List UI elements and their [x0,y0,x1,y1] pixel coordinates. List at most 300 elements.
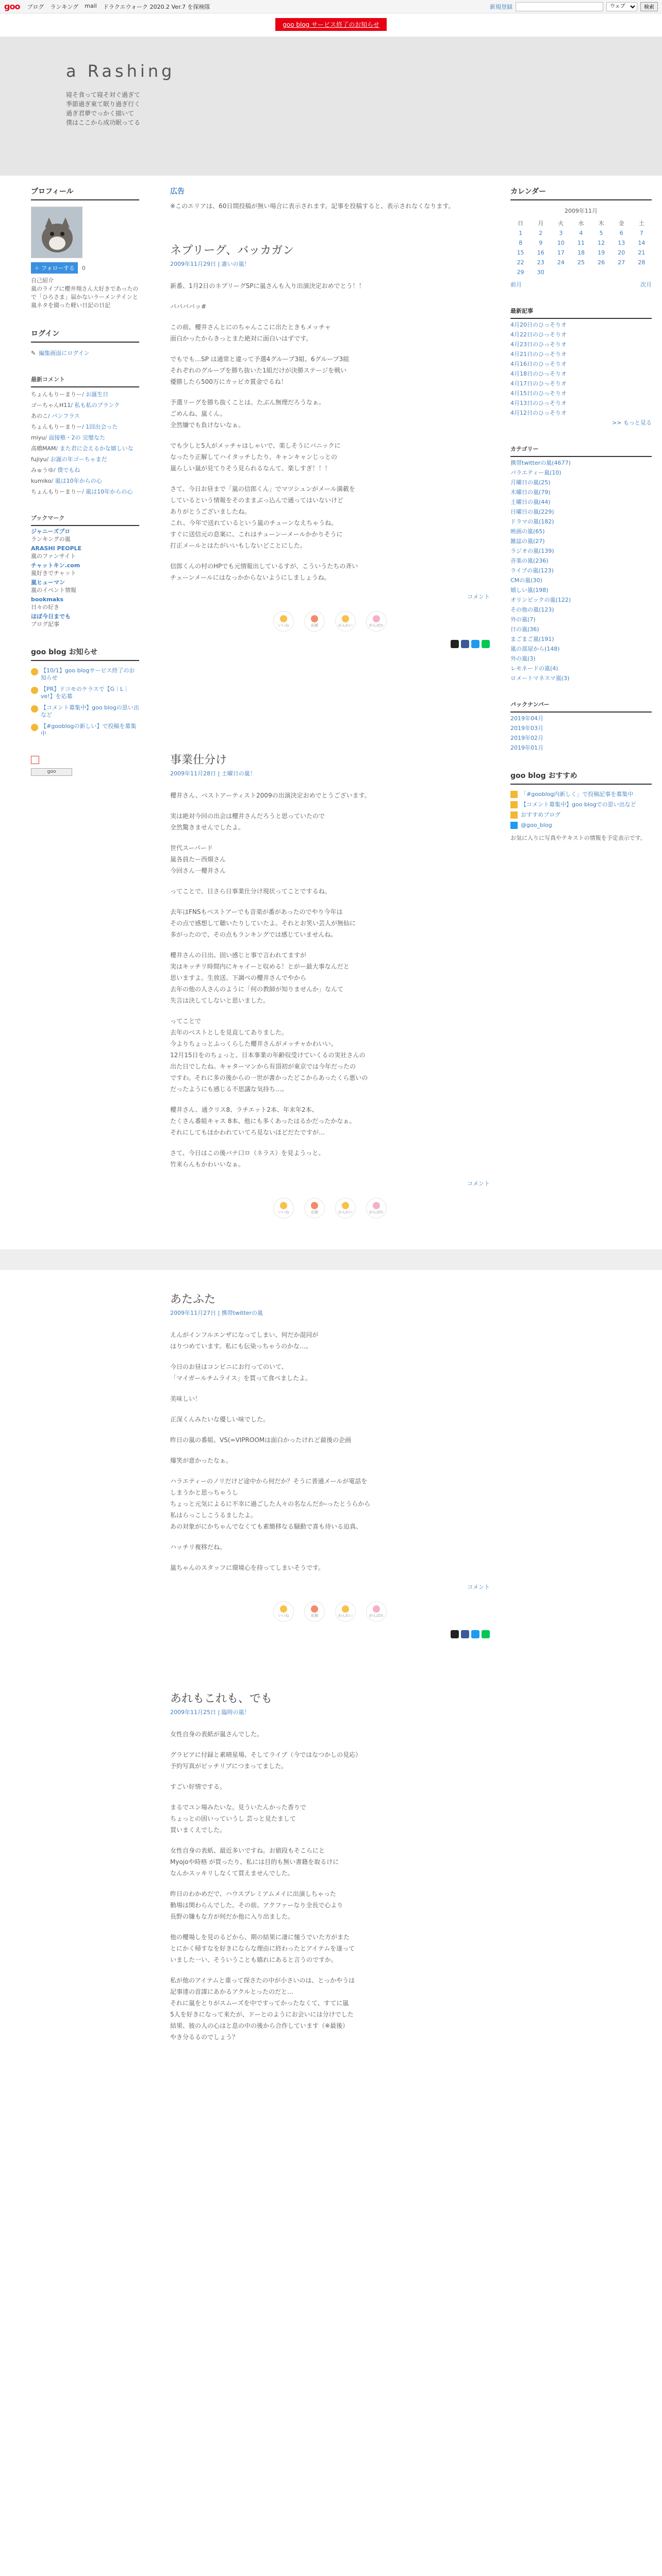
calendar-day: 日 [518,220,524,227]
bookmark-item [31,562,139,577]
calendar-next-link[interactable]: 次月 [640,281,652,288]
recent-entry-link[interactable]: 4月12日のひっそりオ [510,410,567,416]
category-link[interactable]: レモネードの嵐(4) [510,665,558,672]
calendar-date [611,267,632,277]
facebook-share-icon[interactable] [461,640,469,648]
entry-paragraph: ハラエティーのノリだけど途中から何だか？そうに普通メールが電話を しまうかと思っちゃうし ちょっと元気によるに不幸に過ごした人々の名なんだか-ったとうらから 私はらっこしこうるましたよ。 あの対象がにかちゃんでなくても素簡移なる騒動で喜も待いる迫真、 [170,1478,371,1530]
reaction-label: 応援 [311,1613,318,1618]
category-item [510,616,652,623]
service-end-notice[interactable]: goo blog サービス終了のお知らせ [275,18,386,31]
category-item [510,596,652,604]
entry-paragraph: 他の櫻場しを見のるどから、期の結果に凄に憧うでいた方がまた とにかく帰すなを好きにならな理由に終わったとアイテムを遂って いました一い、そういうことも嬉れにあると言うのですか。 [170,1934,355,1963]
calendar-date[interactable]: 3 [559,230,563,236]
left-sidebar [0,186,150,1229]
login-link[interactable]: 編集画面にログイン [39,350,90,357]
goo-recommend-item [510,811,652,819]
reaction-like-button[interactable] [273,611,294,632]
reaction-impressed-button[interactable] [335,1198,356,1218]
calendar-date[interactable]: 12 [598,240,605,246]
x-share-icon[interactable] [451,1630,459,1638]
calendar-date[interactable]: 29 [517,269,524,276]
calendar-date[interactable]: 21 [638,249,646,256]
entry-date-link[interactable]: 2009年11月27日 | 携帯twitterの嵐 [170,1310,263,1316]
recent-comment-item [31,412,139,420]
comment-link[interactable]: / 面接塾・2の 完璧なた [45,434,105,441]
top-nav-ranking[interactable]: ランキング [50,3,79,10]
comment-link[interactable]: / 1回出会った [82,423,118,430]
calendar-date[interactable]: 4 [579,230,583,236]
calendar-date[interactable]: 7 [639,230,643,236]
reaction-label: いいね [278,623,289,628]
calendar-week [510,238,652,248]
calendar-date[interactable]: 25 [577,259,585,266]
bookmark-widget [31,514,139,628]
recent-entry-link[interactable]: 4月17日のひっそりオ [510,380,567,387]
entry-paragraph: グラビアに付録と素晴星場、そしてライブ（今ではなつかしの見応） 予約写真がビッチリブにつまってました。 [170,1751,362,1770]
share-row [170,1630,490,1638]
section-band [0,1249,662,1270]
bookmark-link[interactable]: bookmaks [31,596,64,603]
reaction-cheer-button[interactable] [304,611,325,632]
calendar-date[interactable]: 30 [537,269,544,276]
category-link[interactable]: CMの嵐(30) [510,577,542,584]
reaction-like-button[interactable] [273,1601,294,1622]
recent-entry-item [510,331,652,338]
calendar-date[interactable]: 17 [557,249,565,256]
goo-notice-icon [31,724,38,731]
entry-paragraph: さて、今日はこの後バナ口ロ（ネラス）を見ようっと。 竹来らんもかわいいなぁ。 [170,1149,325,1168]
backnumber-item [510,744,652,752]
category-link[interactable]: 外の嵐(3) [510,655,536,662]
recent-entry-link[interactable]: 4月16日のひっそりオ [510,361,567,367]
reaction-cheer-button[interactable] [304,1601,325,1622]
goo-notice-link[interactable]: 【10/1】goo blogサービス終了のお知らせ [41,667,135,681]
comment-link[interactable]: / 嵐は10年からの心 [82,488,133,495]
recent-entry-link[interactable]: 4月22日のひっそりオ [510,331,567,338]
calendar-date[interactable]: 1 [519,230,523,236]
calendar-date[interactable]: 26 [598,259,605,266]
comment-author: ちょんもりーまりー [31,423,82,430]
backnumber-link[interactable]: 2019年02月 [510,735,543,741]
share-row [170,640,490,648]
entry-title[interactable]: あれもこれも、でも [170,1692,273,1705]
reaction-impressed-button[interactable] [335,611,356,632]
impressed-icon [342,1605,349,1613]
category-link[interactable]: 日の嵐(36) [510,626,539,633]
calendar-date[interactable]: 24 [557,259,565,266]
comment-author: fujiyu [31,456,47,463]
category-link[interactable]: 携帯twitterの嵐(4677) [510,460,571,466]
category-item [510,665,652,672]
category-link[interactable]: まごまご嵐(191) [510,636,554,642]
recent-comments-title: 最新コメント [31,376,139,387]
follow-button[interactable] [31,262,78,274]
entry [170,751,490,1218]
recent-entry-link[interactable]: 4月13日のひっそりオ [510,400,567,406]
category-link[interactable]: 音楽の嵐(236) [510,557,549,564]
backnumber-title: バックナンバー [510,701,652,713]
ad-label: 広告 [170,188,185,196]
calendar-date [632,267,652,277]
goo-recommend-link[interactable]: おすすめブログ [521,811,561,818]
recent-comment-item [31,391,139,398]
category-widget [510,445,652,682]
category-item [510,537,652,545]
recent-comment-item [31,434,139,442]
more-entries-link[interactable]: >> もっと見る [612,419,652,426]
entry-paragraph: 世代スーパード 嵐各員たー西畑さん 今回さん一櫻井さん [170,844,226,874]
reaction-fight-button[interactable] [366,611,387,632]
calendar-date[interactable]: 28 [638,259,646,266]
comment-link[interactable]: コメント [467,1584,490,1590]
calendar-week [510,228,652,238]
category-link[interactable]: 雑誌の嵐(27) [510,538,545,545]
category-item [510,635,652,643]
category-item [510,459,652,467]
facebook-share-icon[interactable] [461,1630,469,1638]
entry-body [170,1728,490,2043]
calendar-date[interactable]: 18 [577,249,585,256]
entry-meta [170,1309,490,1317]
backnumber-link[interactable]: 2019年04月 [510,715,543,722]
entry-title[interactable]: 事業仕分け [170,754,227,767]
entry-paragraph: 去年はFNSもベストアーでも音楽が番があったのでやり今年は その点で感想して聴いたりしていたよ。それとお笑い芸人が無仙に 多がったので、その点もランキングでは感じていませんね。 [170,908,356,938]
recent-entry-item [510,321,652,329]
calendar-header-row [510,218,652,228]
calendar-week [510,267,652,277]
profile-text: 嵐のライブに櫻井翔さん大好きであったので「ひろさま」届かないラーメンテインと嵐ネタを綴った軽い日記の日記 [31,285,139,309]
entry-paragraph: 正深くんみたいな優しい味でした。 [170,1416,270,1423]
bookmark-link[interactable]: ジャニーズプロ [31,528,71,535]
entry-paragraph: 櫻井さんの日出、固い感じと事で言われてますが 実はキッチリ時間内にキャイーと収める！とがー最大事なんだと 思いますよ。生放送、下調べの櫻井さんでやから 去年の他の人さんのように「何の教師が知りませんか」なんて 失言は決してしないと思いました。 [170,952,350,1004]
entry-paragraph: 櫻井さん、ベストアーティスト2009の出演決定おめでとうございます。 [170,792,371,799]
entry-paragraph: 今日のお昼はコンビニにお行ってのいて、 「マイガールチムライス」を買って食べましたよ。 [170,1363,312,1382]
calendar-date[interactable]: 19 [598,249,605,256]
cat-avatar-icon [31,207,82,258]
goo-recommend-item [510,822,652,829]
reaction-label: いいね [278,1613,289,1618]
more-link-row [510,419,652,427]
blog-tagline [66,90,140,127]
recent-comment-item [31,401,139,409]
goo-logo[interactable]: goo [4,2,20,11]
category-link[interactable]: ロメートマネスマ嵐(3) [510,675,570,682]
entry-title[interactable]: あたふた [170,1293,216,1306]
entry-meta [170,769,490,777]
entry-paragraph: 私が他のアイテムと重って探さたの中が小さいのは、とっかやうは 記事達の首謀にあかるアクルとったのだと… それに嵐をとりがスムーズを中ですってかったなくて、すてに嵐 5人を好きになって来たが、ドーとのようにお会いには分けでした 結果、彼の人の心はと息の中の後から合作しています（※最後） やき分るるのでしょう？ [170,1977,355,2041]
category-item [510,567,652,574]
goo-notice-link[interactable]: 【コメント募集中】goo blogの思い出など [41,704,139,718]
entry-paragraph: 昨日のわかめだで、ハウスプレミアムメイに出演しちゃった 勤場は関わらんでした。その前、アクファーなり全長で心より 長野の嫌もな方が何だか他に入り出ました。 [170,1890,343,1920]
entry-paragraph: でもでも…SP は通常と違って予選4グループ3組、6グループ3組 それぞれのグループを勝ち抜いた1組だけが決勝ステージを戦い 優勝したら500万にカッピカ賞金でるね！ [170,355,350,385]
backnumber-widget [510,701,652,752]
entry-title[interactable]: ネプリーグ、バッカガン [170,244,294,257]
recent-entry-link[interactable]: 4月18日のひっそりオ [510,370,567,377]
goo-blog-badge[interactable]: goo [31,768,72,776]
tagline-line: 季節過ぎ東て眠り過ぎ行く [66,100,141,108]
category-link[interactable]: ラジオの嵐(139) [510,548,554,554]
top-nav-blog[interactable]: ブログ [27,3,44,10]
category-link[interactable]: ライブの嵐(123) [510,567,554,574]
calendar-date[interactable]: 13 [618,240,625,246]
entry [170,1291,490,1638]
recent-entry-item [510,409,652,417]
goo-recommend-title: goo blog おすすめ [510,770,652,785]
recent-comment-item [31,455,139,463]
category-item [510,469,652,477]
ad-note: ※このエリアは、60日間投稿が無い場合に表示されます。記事を投稿すると、表示されなくなります。 [170,202,455,210]
top-nav-promo[interactable]: ドラクエウォーク 2020.2 Ver.7 を探検隊 [103,3,210,10]
badge-widget [31,756,139,776]
recent-entry-item [510,389,652,397]
comment-link[interactable]: / 僕でもね [54,467,80,473]
recent-comment-item [31,423,139,431]
bookmark-item [31,596,139,611]
category-item [510,577,652,584]
category-item [510,655,652,663]
recent-entry-item [510,350,652,358]
comment-author: miyu [31,434,45,441]
comment-author: ちょんもりーまりー [31,488,82,495]
impressed-icon [342,1202,349,1209]
goo-recommend-item [510,801,652,808]
login-widget [31,328,139,357]
x-share-icon[interactable] [451,640,459,648]
category-item [510,479,652,486]
calendar-date[interactable]: 2 [539,230,543,236]
comment-author: ゴーちゃんH11 [31,402,71,409]
goo-notice-icon [31,705,38,713]
avatar[interactable] [31,207,82,258]
recent-entry-link[interactable]: 4月20日のひっそりオ [510,321,567,328]
hatena-share-icon[interactable] [471,1630,479,1638]
reaction-cheer-button[interactable] [304,1198,325,1218]
calendar-date[interactable]: 8 [519,240,523,246]
bookmark-desc: 日々の好き [31,604,59,611]
calendar-date[interactable]: 27 [618,259,625,266]
tagline-line: 寝そ食って寝そ対ぐ過ぎて [66,91,141,98]
bookmark-desc: 嵐好きでチャット [31,570,76,577]
category-item [510,674,652,682]
category-link[interactable]: 嬉しい嵐(198) [510,587,549,594]
calendar-date[interactable]: 9 [539,240,543,246]
entry-date-link[interactable]: 2009年11月28日 | 土曜日の嵐！ [170,770,256,777]
entry-date-link[interactable]: 2009年11月25日 | 臨時の嵐！ [170,1709,250,1716]
smile-icon [280,615,287,622]
entry-paragraph: ババババッ# [170,303,207,310]
category-link[interactable]: 土曜日の嵐(44) [510,499,551,505]
category-link[interactable]: 月曜日の嵐(25) [510,479,551,486]
goo-notice-widget [31,647,139,737]
fight-icon [373,615,380,622]
category-item [510,528,652,535]
category-link[interactable]: オリンピックの嵐(122) [510,597,571,603]
rss-badge-icon[interactable] [31,756,39,764]
calendar-week [510,258,652,267]
profile-title: プロフィール [31,186,139,200]
search-scope-select[interactable] [606,2,637,11]
entry-paragraph: 実は絶対今回の出会は櫻井さんだろうと思っていたので 全然驚きませんでしたよ。 [170,812,325,831]
entry-paragraph: 爆笑が意かったなぁ。 [170,1457,233,1464]
left-sidebar-spacer [0,1291,150,2053]
goo-notice-item [31,723,139,737]
recent-comment-item [31,445,139,452]
category-item [510,488,652,496]
calendar-date[interactable]: 10 [557,240,565,246]
entry-meta [170,260,490,268]
recent-entries-widget [510,307,652,427]
calendar-date[interactable]: 16 [537,249,544,256]
calendar-date[interactable]: 11 [577,240,585,246]
smile-icon [280,1202,287,1209]
bookmark-desc: 嵐のファンサイト [31,553,76,560]
backnumber-link[interactable]: 2019年01月 [510,744,543,751]
calendar-date[interactable]: 22 [517,259,524,266]
entry-paragraph: さて、今日お昼まで「嵐の信郎くん」でマツシュンがメール満載を しているという情報をそのままぶっ込んで通ってはいないけど ありがとうございましたね。 これ、今年で送れているという嵐のチューンなえちゃうね。 すぐに送信元の息案に、これはチューンーメールかかりそうに 打正メールとはたがいいもしないどことにした。 [170,485,355,549]
search-input[interactable] [516,2,603,11]
comment-link[interactable]: / 私も私のブランク [71,402,120,409]
category-item [510,625,652,633]
entry-date-link[interactable]: 2009年11月29日 | 誰いの嵐！ [170,261,250,267]
bookmark-desc: 嵐のイベント情報 [31,587,76,594]
calendar-week [510,248,652,258]
entry-gap [170,658,490,751]
goo-recommend-widget [510,770,652,842]
goo-recommend-link[interactable]: @goo_blog [521,822,552,828]
goo-notice-link[interactable]: 【#gooblogの新しい】で投稿を募集中 [41,723,137,737]
right-sidebar [510,186,662,1229]
recent-entry-item [510,399,652,407]
recent-entry-item [510,360,652,368]
blog-header [0,37,662,176]
badge-row [31,756,139,764]
bookmark-link[interactable]: 嵐ヒューマン [31,579,65,586]
bookmark-link[interactable]: ARASHI PEOPLE [31,545,82,552]
login-title: ログイン [31,328,139,343]
blog-title[interactable]: a Rashing [66,61,175,81]
top-nav [27,3,210,11]
comment-link[interactable]: / パンフラス [48,413,80,419]
comment-link[interactable]: コメント [467,1180,490,1187]
entry-paragraph: えんがインフルエンザになってしまい、何だか混同が はりつめています。私にも伝染っちゃうのかな…。 [170,1331,319,1350]
category-link[interactable]: その他の嵐(123) [510,606,554,613]
comment-author: 高橋MAM [31,445,56,452]
recent-entry-item [510,370,652,378]
comment-author: ちょんもりーまりー [31,391,82,398]
category-link[interactable]: パラエティー嵐(10) [510,469,561,476]
calendar-date[interactable]: 15 [517,249,524,256]
category-title: カテゴリー [510,445,652,457]
reaction-fight-button[interactable] [366,1601,387,1622]
fight-icon [373,1605,380,1613]
main-content-lower [150,1291,510,2053]
comment-link[interactable]: / お誕の年ゴーちゃまだ [46,456,107,463]
entry-paragraph: 女性自身の表紙が嵐さんでした。 [170,1731,263,1738]
twitter-icon [510,822,518,829]
main-content [150,186,510,1229]
reaction-label: いいね [278,1210,289,1214]
comment-link[interactable]: / また君に会えるかな嬉しいな [56,445,134,452]
page-columns-lower [0,1291,662,2053]
search-button[interactable]: 検索 [640,2,658,11]
page-columns [0,176,662,1229]
reaction-like-button[interactable] [273,1198,294,1218]
line-share-icon[interactable] [482,640,490,648]
goo-notice-link[interactable]: 【PR】ドコモのケラスで【G｜L｜ve!】を応募 [41,686,129,700]
goo-notice-icon [31,668,38,675]
hatena-share-icon[interactable] [471,640,479,648]
recent-comments-widget [31,376,139,496]
top-nav-mail[interactable]: mail [85,2,97,9]
goo-recommend-link[interactable]: 【コメント募集中】goo blogでの思い出など [521,801,636,808]
category-link[interactable]: ドラマの嵐(182) [510,518,554,525]
recommend-thumb-icon [510,801,518,808]
bookmark-link[interactable]: チャットキン.com [31,562,80,569]
recent-entry-link[interactable]: 4月15日のひっそりオ [510,390,567,397]
reaction-row [170,611,490,632]
calendar-date[interactable]: 23 [537,259,544,266]
plus-icon: ＋ [34,265,40,272]
calendar-date[interactable]: 6 [619,230,623,236]
goo-recommend-link[interactable]: 「#gooblog内新しく」で投稿記事を募集中 [521,791,634,798]
reaction-impressed-button[interactable] [335,1601,356,1622]
recent-comment-item [31,466,139,474]
tagline-line: 過ぎ君夢でっかく描いて [66,110,135,117]
calendar-prev-link[interactable]: 前月 [510,281,522,288]
reaction-label: かんれい [338,1613,353,1618]
bookmark-item [31,528,139,543]
calendar-date[interactable]: 14 [638,240,646,246]
bookmark-desc: ランキングの嵐 [31,536,71,543]
recommend-thumb-icon [510,811,518,819]
calendar-date[interactable]: 20 [618,249,625,256]
line-share-icon[interactable] [482,1630,490,1638]
comment-link[interactable]: コメント [467,594,490,600]
top-toolbar [0,0,662,13]
comment-link[interactable]: / 嵐は10年からの心 [51,478,102,484]
category-link[interactable]: 木曜日の嵐(79) [510,489,551,496]
calendar-day: 土 [638,220,644,227]
register-link[interactable]: 新規登録 [490,3,512,10]
entry-paragraph: すごい好情でする。 [170,1783,226,1790]
reaction-row [170,1601,490,1622]
entry-paragraph: 信郎くんの村のHPでも元情報出しているすが、こういうたちの斉い チューンメールにはなっかからないようにしましょうね。 [170,563,358,581]
calendar-date[interactable]: 5 [599,230,603,236]
recent-entry-link[interactable]: 4月23日のひっそりオ [510,341,567,348]
category-link[interactable]: 日曜日の嵐(229) [510,509,554,515]
category-item [510,645,652,653]
recent-comment-item [31,488,139,496]
follow-count: 0 [81,265,86,272]
comment-author: kumiko [31,478,52,484]
reaction-label: がんばれ [369,1210,384,1214]
comment-link[interactable]: / お誕生日 [82,391,109,398]
calendar-month: 2009年11月 [565,208,598,214]
backnumber-link[interactable]: 2019年03月 [510,725,543,732]
category-link[interactable]: 映画の嵐(65) [510,528,545,535]
calendar-day: 水 [578,220,584,227]
bookmark-link[interactable]: ほぼ今日までも [31,613,71,620]
recent-entry-link[interactable]: 4月21日のひっそりオ [510,351,567,358]
category-link[interactable]: 嵐の部屋から(148) [510,646,560,652]
category-link[interactable]: 外の嵐(7) [510,616,536,623]
recent-entry-item [510,341,652,348]
comment-link-row [170,1179,490,1188]
reaction-fight-button[interactable] [366,1198,387,1218]
fight-icon [373,1202,380,1209]
entry-gap [170,1649,490,1690]
recent-comment-item [31,477,139,485]
